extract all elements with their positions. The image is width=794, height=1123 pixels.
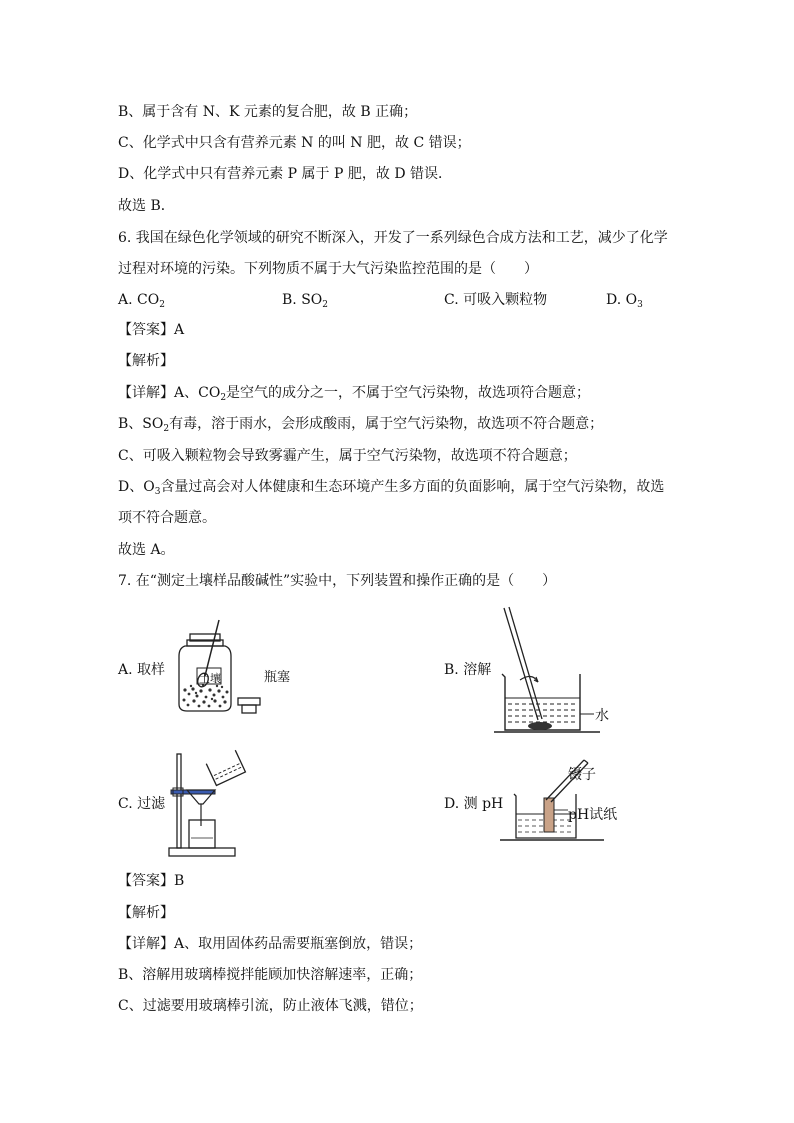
answer-label: 【答案】B: [118, 873, 185, 889]
analysis-line: C、可吸入颗粒物会导致雾霾产生，属于空气污染物，故选项不符合题意；: [118, 448, 577, 464]
figure-label-water: 水: [595, 708, 609, 724]
text-line: D、化学式中只有营养元素 P 属于 P 肥，故 D 错误．: [118, 166, 452, 182]
text-line: B、属于含有 N、K 元素的复合肥，故 B 正确；: [118, 104, 418, 120]
analysis-line: 项不符合题意。: [118, 510, 216, 526]
analysis-line: 【详解】A、取用固体药品需要瓶塞倒放，错误；: [118, 936, 423, 952]
q7-option-b-label: B. 溶解: [444, 662, 492, 678]
q6-option-b: B. $SO_2$: [282, 292, 328, 310]
figure-label-soil: 土壤: [199, 672, 221, 685]
analysis-label: 【解析】: [118, 353, 174, 369]
question-6-stem: 过程对环境的污染。下列物质不属于大气污染监控范围的是（ ）: [118, 261, 538, 277]
figure-label-stopper: 瓶塞: [264, 670, 291, 685]
figure-label-tweezers: 镊子: [568, 767, 596, 783]
analysis-line: C、过滤要用玻璃棒引流，防止液体飞溅，错位；: [118, 998, 423, 1014]
analysis-line: 【详解】A、$CO_2$是空气的成分之一，不属于空气污染物，故选项符合题意；: [118, 385, 591, 403]
selection-line: 故选 A。: [118, 542, 175, 558]
q6-option-c: C. 可吸入颗粒物: [444, 292, 548, 308]
q7-option-c-label: C. 过滤: [118, 796, 166, 812]
q7-option-a-label: A. 取样: [118, 662, 166, 678]
question-6-stem: 6. 我国在绿色化学领域的研究不断深入，开发了一系列绿色合成方法和工艺，减少了化学: [118, 230, 668, 246]
q6-option-a: A. $CO_2$: [118, 292, 165, 310]
analysis-line: B、$SO_2$有毒，溶于雨水，会形成酸雨，属于空气污染物，故选项不符合题意；: [118, 416, 604, 434]
analysis-label: 【解析】: [118, 905, 174, 921]
figure-label-ph-paper: pH试纸: [568, 807, 618, 823]
text-line: C、化学式中只含有营养元素 N 的叫 N 肥，故 C 错误；: [118, 135, 471, 151]
q6-option-d: D. $O_3$: [606, 292, 643, 310]
analysis-line: D、$O_3$含量过高会对人体健康和生态环境产生多方面的负面影响，属于空气污染物，故选: [118, 479, 665, 497]
q7-option-d-label: D. 测 pH: [444, 796, 504, 812]
text-line: 故选 B．: [118, 198, 175, 214]
figure-filtration-stand: [165, 746, 285, 860]
analysis-line: B、溶解用玻璃棒搅拌能顾加快溶解速率，正确；: [118, 967, 423, 983]
question-7-stem: 7. 在“测定土壤样品酸碱性”实验中，下列装置和操作正确的是（ ）: [118, 573, 557, 589]
answer-label: 【答案】A: [118, 322, 185, 338]
